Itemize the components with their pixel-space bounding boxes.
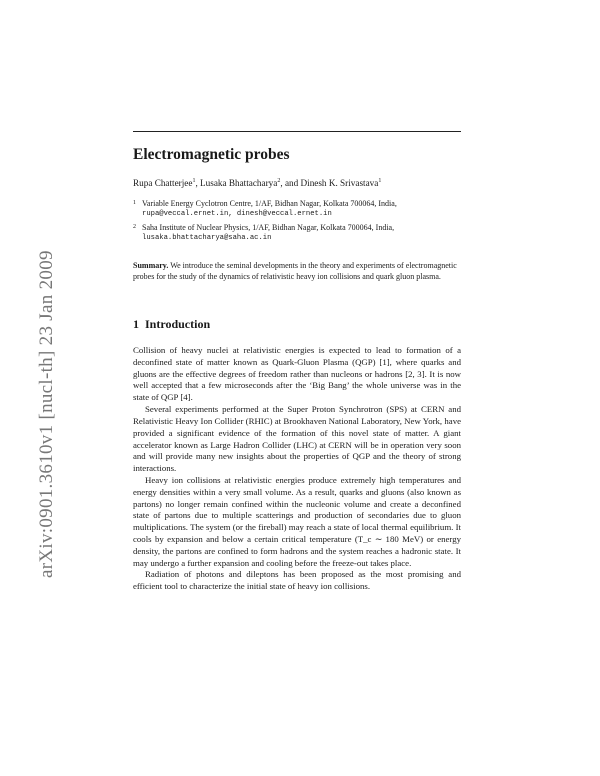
abstract-text: We introduce the seminal developments in the theory and experiments of electromagnetic probes for the study of the dynamics of relativistic heavy ion collisions and quark gluon plasma. [133, 261, 457, 282]
paragraph: Several experiments performed at the Super Proton Synchrotron (SPS) at CERN and Relativistic Heavy Ion Collider (RHIC) at Brookhaven National Laboratory, New York, have provided a significant evidence of the formation of this novel state of matter. A giant accelerator known as Large Hadron Collider (LHC) at CERN will be in operation very soon and will provide many new insights about the properties of QGP and the theory of strong interactions. [133, 404, 461, 474]
affiliation-2 [133, 222, 394, 244]
author-affiliation-mark: 2 [277, 177, 281, 184]
author-name: Lusaka Bhattacharya [200, 178, 278, 188]
author-name: Dinesh K. Srivastava [300, 178, 379, 188]
author-affiliation-mark: 1 [378, 177, 382, 184]
author-list [133, 178, 381, 188]
abstract [133, 260, 461, 282]
affiliation-mark: 2 [133, 224, 136, 230]
author-separator: , [195, 178, 201, 188]
paragraph: Radiation of photons and dileptons has been proposed as the most promising and efficient tool to characterize the initial state of heavy ion collisions. [133, 569, 461, 592]
affiliation-email[interactable]: lusaka.bhattacharya@saha.ac.in [142, 234, 272, 242]
affiliation-mark: 1 [133, 200, 136, 206]
title-rule [133, 131, 461, 132]
affiliation-address: Saha Institute of Nuclear Physics, 1/AF, Bidhan Nagar, Kolkata 700064, India, [142, 223, 395, 232]
paragraph: Collision of heavy nuclei at relativistic energies is expected to lead to formation of a deconfined state of matter known as Quark-Gluon Plasma (QGP) [1], where quarks and gluons are the effective degrees of freedom rather than nucleons or hadrons [2, 3]. It is now well accepted that a few microseconds after the ‘Big Bang’ the whole universe was in the state of QGP [4]. [133, 345, 461, 403]
affiliation-email[interactable]: rupa@veccal.ernet.in, dinesh@veccal.ernet.in [142, 210, 332, 218]
body-text [133, 345, 461, 593]
affiliation-1 [133, 198, 397, 220]
author-separator: , and [280, 178, 301, 188]
author-name: Rupa Chatterjee [133, 178, 193, 188]
abstract-label: Summary. [133, 261, 169, 270]
affiliation-address: Variable Energy Cyclotron Centre, 1/AF, Bidhan Nagar, Kolkata 700064, India, [142, 199, 397, 208]
section-title: Introduction [145, 317, 211, 331]
paragraph: Heavy ion collisions at relativistic energies produce extremely high temperatures and energy densities within a very small volume. As a result, quarks and gluons (also known as partons) no longer remain confined within the nucleonic volume and create a deconfined state of partons due to multiple scatterings and production of secondaries due to gluon multiplications. The system (or the fireball) may reach a state of local thermal equilibrium. It cools by expansion and below a certain critical temperature (T_c ∼ 180 MeV) or energy density, the partons are confined to form hadrons and the system reaches a hadronic state. It may undergo a further expansion and cooling before the freeze-out takes place. [133, 474, 461, 568]
arxiv-identifier: arXiv:0901.3610v1 [nucl-th] 23 Jan 2009 [36, 250, 57, 578]
section-number: 1 [133, 317, 139, 331]
author-affiliation-mark: 1 [192, 177, 196, 184]
section-heading [133, 317, 210, 332]
paper-title: Electromagnetic probes [133, 146, 290, 163]
